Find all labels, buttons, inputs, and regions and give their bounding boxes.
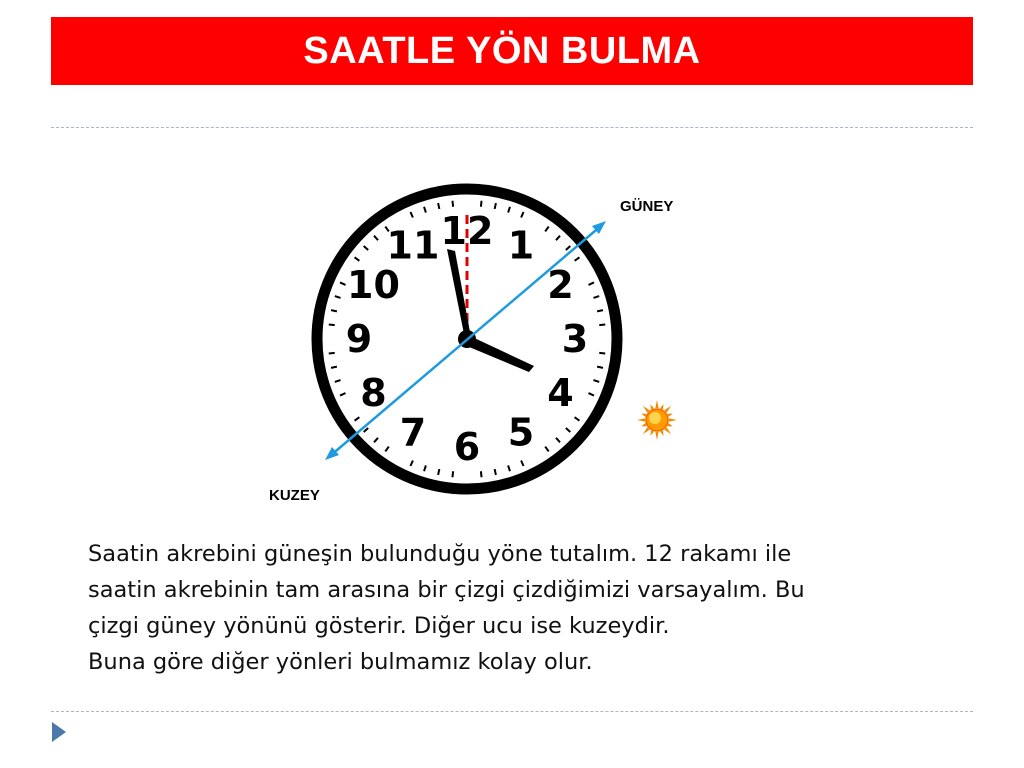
clock-tick bbox=[452, 471, 453, 477]
clock-number: 7 bbox=[399, 410, 427, 455]
north-label: KUZEY bbox=[269, 487, 320, 504]
clock-tick bbox=[495, 203, 496, 209]
body-line: Saatin akrebini güneşin bulunduğu yöne tutalım. 12 rakamı ile bbox=[88, 541, 792, 567]
slide-title: SAATLE YÖN BULMA bbox=[303, 29, 701, 72]
clock-number: 10 bbox=[347, 263, 400, 307]
clock-tick bbox=[331, 310, 337, 311]
clock-tick bbox=[495, 469, 496, 475]
clock-number: 6 bbox=[453, 425, 481, 469]
clock-number: 11 bbox=[386, 223, 440, 268]
body-line: çizgi güney yönünü gösterir. Diğer ucu ise kuzeydir. bbox=[88, 613, 670, 639]
clock-number: 2 bbox=[547, 263, 574, 307]
bottom-divider bbox=[51, 711, 973, 712]
sun-ray bbox=[637, 418, 645, 421]
sun-icon bbox=[637, 400, 677, 440]
clock-tick bbox=[452, 201, 453, 207]
sun-ray bbox=[655, 400, 658, 408]
south-label: GÜNEY bbox=[620, 198, 674, 215]
clock-number: 8 bbox=[360, 371, 387, 415]
sun-ray bbox=[669, 418, 677, 421]
clock-tick bbox=[481, 471, 482, 477]
clock-tick bbox=[481, 201, 482, 207]
body-line: saatin akrebinin tam arasına bir çizgi çizdiğimizi varsayalım. Bu bbox=[88, 577, 805, 603]
clock-number: 3 bbox=[561, 317, 589, 361]
clock-tick bbox=[438, 469, 439, 475]
clock-tick bbox=[597, 367, 603, 368]
clock-number: 4 bbox=[547, 371, 574, 415]
clock-number: 9 bbox=[345, 317, 373, 361]
clock-tick bbox=[331, 367, 337, 368]
clock-tick bbox=[599, 324, 605, 325]
clock-tick bbox=[329, 324, 335, 325]
body-line: Buna göre diğer yönleri bulmamız kolay olur. bbox=[88, 649, 593, 675]
sun-ray bbox=[655, 432, 658, 440]
clock-tick bbox=[599, 353, 605, 354]
body-paragraph bbox=[88, 536, 968, 680]
clock-number: 1 bbox=[507, 223, 535, 268]
clock-tick bbox=[329, 353, 335, 354]
clock-number: 5 bbox=[507, 410, 535, 455]
clock-tick bbox=[597, 310, 603, 311]
next-slide-icon[interactable] bbox=[52, 722, 66, 742]
clock-tick bbox=[438, 203, 439, 209]
clock-number: 12 bbox=[440, 209, 494, 253]
